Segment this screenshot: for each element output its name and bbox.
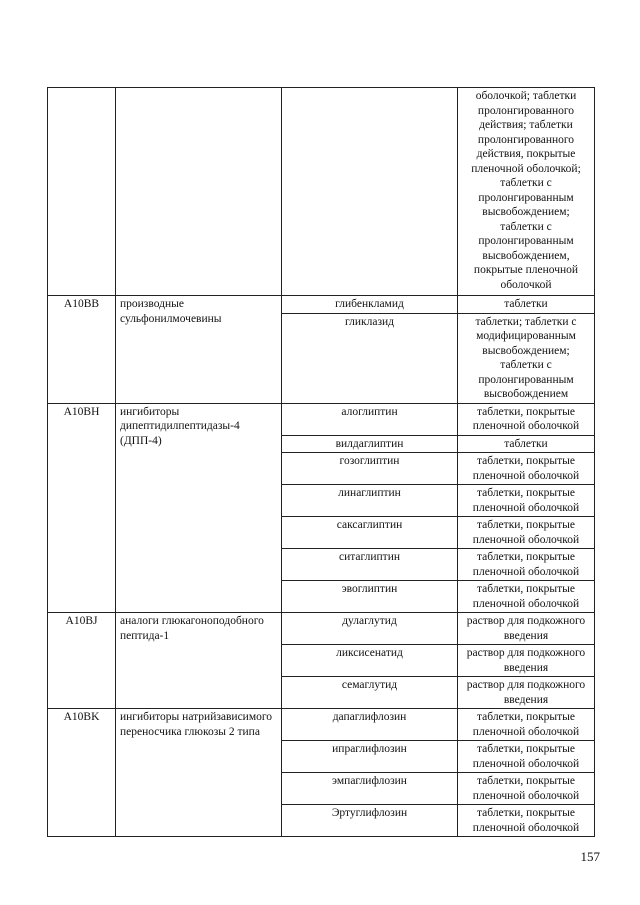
continued-row [48,88,595,296]
inn-cell: глибенкламид [282,296,458,314]
dosage-form-cell: таблетки; таблетки с модифицированным высвобождением; таблетки с пролонгированным высвобождением [458,313,595,403]
dosage-form-cell: таблетки, покрытые пленочной оболочкой [458,581,595,613]
table-row [48,403,595,435]
dosage-form-cell: раствор для подкожного введения [458,613,595,645]
inn-cell: вилдаглиптин [282,435,458,453]
table-row [48,709,595,741]
inn-cell: эвоглиптин [282,581,458,613]
inn-cell [282,88,458,296]
dosage-form-cell: раствор для подкожного введения [458,645,595,677]
dosage-form-cell: таблетки, покрытые пленочной оболочкой [458,549,595,581]
dosage-form-cell: таблетки, покрытые пленочной оболочкой [458,805,595,837]
inn-cell: ипраглифлозин [282,741,458,773]
inn-cell: эмпаглифлозин [282,773,458,805]
dosage-form-cell: таблетки, покрытые пленочной оболочкой [458,709,595,741]
table-row [48,296,595,314]
inn-cell: гликлазид [282,313,458,403]
table-row [48,613,595,645]
inn-cell: ликсисенатид [282,645,458,677]
dosage-form-cell: таблетки, покрытые пленочной оболочкой [458,403,595,435]
atc-code-cell: A10BH [48,403,116,613]
atc-code-cell: A10BJ [48,613,116,709]
table-body [48,88,595,837]
group-name-cell: ингибиторы натрийзависимого переносчика глюкозы 2 типа [116,709,282,837]
inn-cell: дулаглутид [282,613,458,645]
inn-cell: дапаглифлозин [282,709,458,741]
inn-cell: Эртуглифлозин [282,805,458,837]
dosage-form-cell: таблетки, покрытые пленочной оболочкой [458,517,595,549]
inn-cell: гозоглиптин [282,453,458,485]
atc-code-cell: A10BK [48,709,116,837]
inn-cell: ситаглиптин [282,549,458,581]
page-number: 157 [580,849,600,864]
dosage-form-cell: раствор для подкожного введения [458,677,595,709]
atc-code-cell [48,88,116,296]
medication-table [47,87,595,837]
dosage-form-cell: оболочкой; таблетки пролонгированного действия; таблетки пролонгированного действия, покрытые пленочной оболочкой; таблетки с пролонгированным высвобождением; таблетки с пролонгированным высвобождением, покрытые пленочной оболочкой [458,88,595,296]
inn-cell: семаглутид [282,677,458,709]
group-name-cell: аналоги глюкагоноподобного пептида-1 [116,613,282,709]
dosage-form-cell: таблетки [458,435,595,453]
inn-cell: саксаглиптин [282,517,458,549]
inn-cell: линаглиптин [282,485,458,517]
group-name-cell [116,88,282,296]
dosage-form-cell: таблетки [458,296,595,314]
dosage-form-cell: таблетки, покрытые пленочной оболочкой [458,485,595,517]
group-name-cell: производные сульфонилмочевины [116,296,282,404]
dosage-form-cell: таблетки, покрытые пленочной оболочкой [458,773,595,805]
dosage-form-cell: таблетки, покрытые пленочной оболочкой [458,453,595,485]
inn-cell: алоглиптин [282,403,458,435]
dosage-form-cell: таблетки, покрытые пленочной оболочкой [458,741,595,773]
atc-code-cell: A10BB [48,296,116,404]
group-name-cell: ингибиторы дипептидилпептидазы-4 (ДПП-4) [116,403,282,613]
